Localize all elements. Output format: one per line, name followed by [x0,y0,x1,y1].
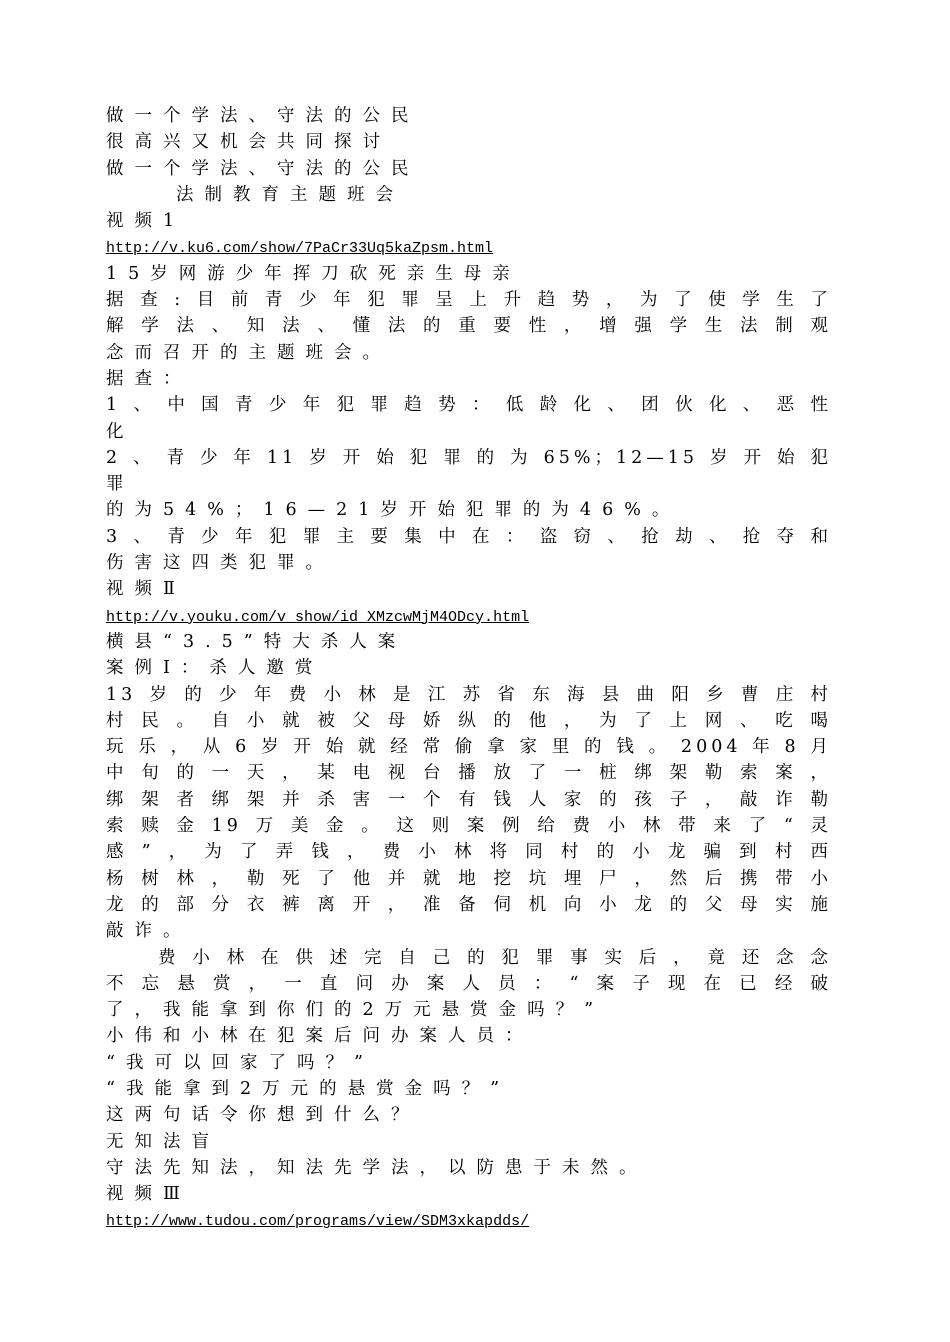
list-item: 1、中国青少年犯罪趋势：低龄化、团伙化、恶性 [106,395,832,416]
paragraph-line: 费小林在供述完自己的犯罪事实后，竟还念念 [158,947,832,968]
text-line: 15岁网游少年挥刀砍死亲生母亲 [106,263,521,284]
paragraph-line: 村民。自小就被父母娇纵的他，为了上网、吃喝 [106,710,832,731]
paragraph-line: 敲诈。 [106,921,192,942]
document-page [106,103,832,1234]
paragraph-line: 解学法、知法、懂法的重要性，增强学生法制观 [106,316,832,337]
paragraph-line: 了，我能拿到你们的2万元悬赏金吗？” [106,1000,605,1021]
text-line: 横县“3.5”特大杀人案 [106,631,407,652]
paragraph-line: 龙的部分衣裤离开，准备伺机向小龙的父母实施 [106,894,832,915]
paragraph-line: 不忘悬赏，一直问办案人员：“案子现在已经破 [106,973,832,994]
list-item-cont: 伤害这四类犯罪。 [106,553,334,574]
paragraph-line: 中旬的一天，某电视台播放了一桩绑架勒索案， [106,763,832,784]
text-line: 据查： [106,368,192,389]
text-line: 很高兴又机会共同探讨 [106,132,391,153]
list-item: 2、青少年11岁开始犯罪的为65%；12—15岁开始犯 [106,447,832,468]
video-label: 视频Ⅱ [106,579,186,600]
paragraph-line: 13岁的少年费小林是江苏省东海县曲阳乡曹庄村 [106,684,832,705]
text-line: 守法先知法，知法先学法，以防患于未然。 [106,1157,648,1178]
paragraph-line: 索赎金19万美金。这则案例给费小林带来了“灵 [106,816,832,837]
paragraph-line: 念而召开的主题班会。 [106,342,391,363]
text-line: 无知法盲 [106,1131,220,1152]
paragraph-line: 感”，为了弄钱，费小林将同村的小龙骗到村西 [106,842,832,863]
list-item-cont: 的为54%；16—21岁开始犯罪的为46%。 [106,500,681,521]
video-label: 视频Ⅲ [106,1184,191,1205]
paragraph-line: 据查:目前青少年犯罪呈上升趋势，为了使学生了 [106,290,832,311]
text-line: 案例Ⅰ：杀人邀赏 [106,658,324,679]
video-link-1[interactable]: http://v.ku6.com/show/7PaCr33Uq5kaZpsm.html [106,240,494,258]
list-item: 3、青少年犯罪主要集中在：盗窃、抢劫、抢夺和 [106,526,832,547]
subtitle-line: 法制教育主题班会 [176,184,404,205]
title-line: 做一个学法、守法的公民 [106,106,420,126]
video-link-2[interactable]: http://v.youku.com/v_show/id_XMzcwMjM4ODcy.html [106,608,530,626]
quote-line: “我能拿到2万元的悬赏金吗？” [106,1078,511,1099]
paragraph-line: 绑架者绑架并杀害一个有钱人家的孩子，敲诈勒 [106,789,832,810]
text-line: 这两句话令你想到什么？ [106,1105,420,1126]
paragraph-line: 杨树林，勒死了他并就地挖坑埋尸，然后携带小 [106,868,832,889]
paragraph-line: 玩乐，从6岁开始就经常偷拿家里的钱。2004年8月 [106,737,832,758]
title-line: 做一个学法、守法的公民 [106,158,420,179]
video-link-3[interactable]: http://www.tudou.com/programs/view/SDM3xkapdds/ [106,1213,530,1231]
video-label: 视频1 [106,211,186,232]
list-item-cont: 化 [106,421,135,442]
list-item-cont: 罪 [106,474,135,495]
text-line: 小伟和小林在犯案后问办案人员： [106,1026,534,1047]
quote-line: “我可以回家了吗？” [106,1052,374,1073]
